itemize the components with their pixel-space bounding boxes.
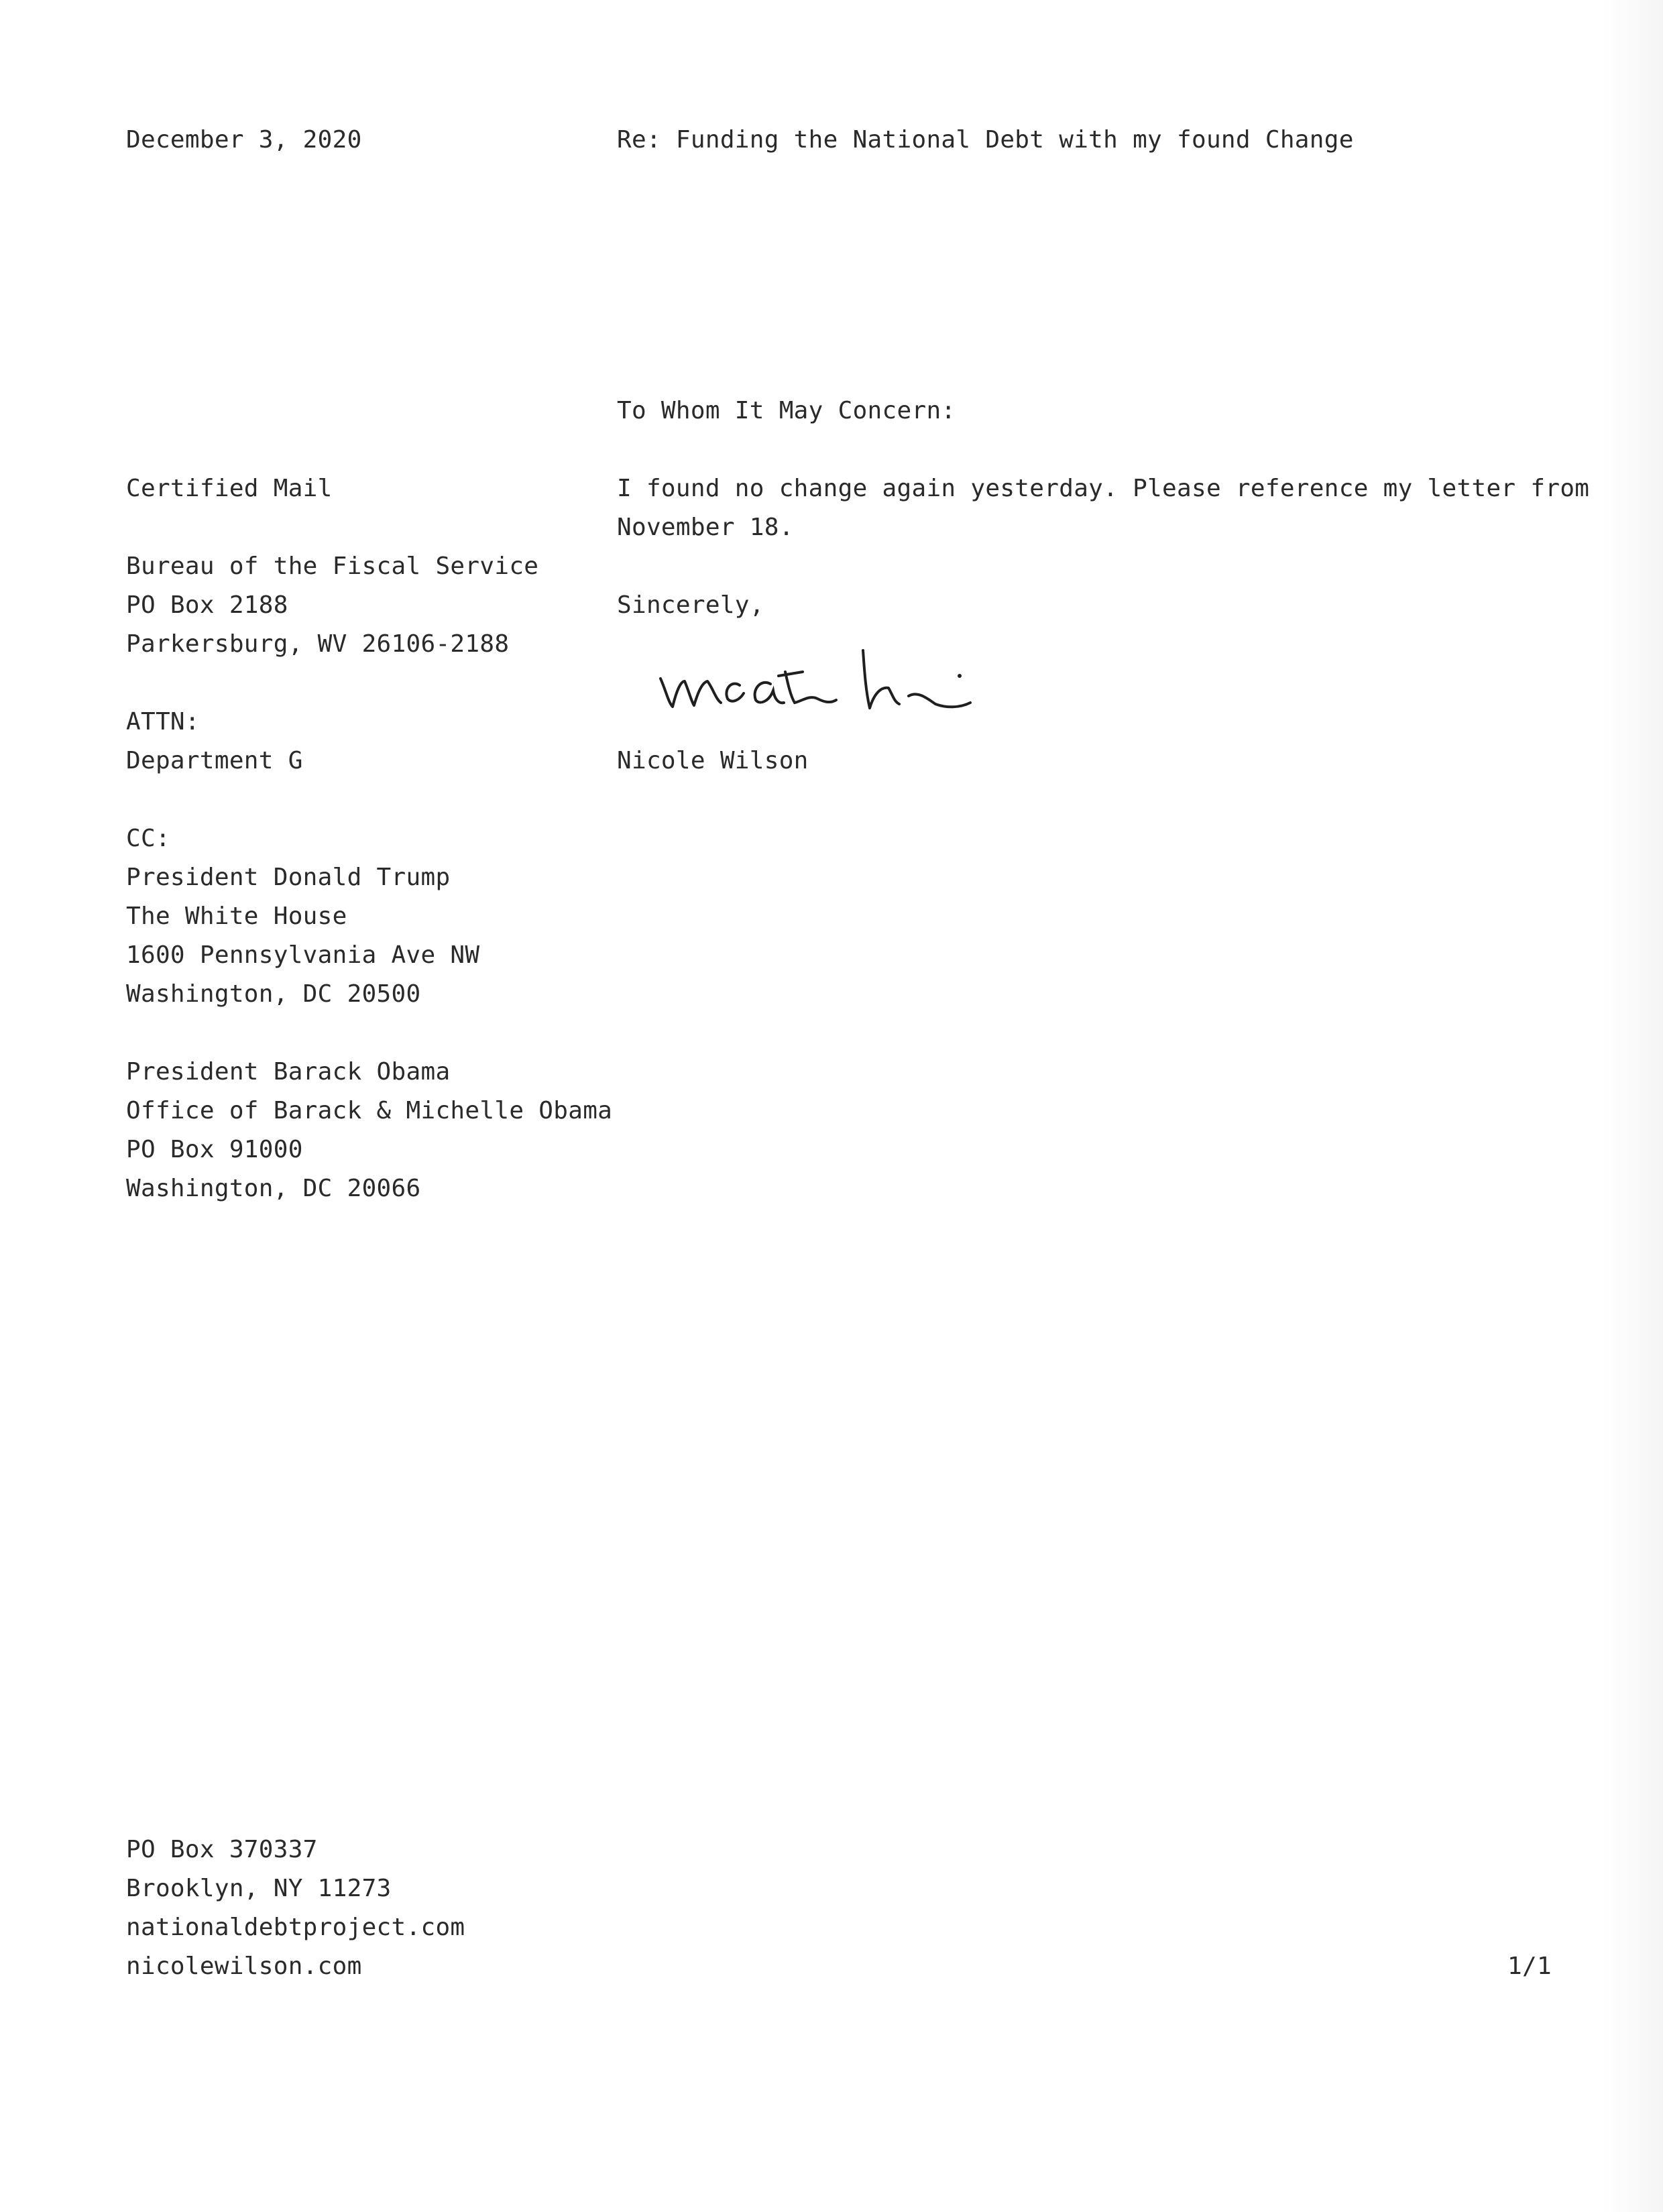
body-line: November 18. — [617, 514, 794, 541]
footer-line: Brooklyn, NY 11273 — [126, 1875, 392, 1902]
scan-shadow — [1603, 0, 1663, 2212]
cc-line: President Barack Obama — [126, 1058, 451, 1086]
signer-name: Nicole Wilson — [617, 747, 809, 774]
footer-website: nicolewilson.com — [126, 1953, 362, 1980]
handwritten-signature — [654, 637, 1016, 724]
closing: Sincerely, — [617, 591, 764, 619]
cc-line: PO Box 91000 — [126, 1136, 303, 1163]
footer-website: nationaldebtproject.com — [126, 1914, 465, 1941]
cc-line: Washington, DC 20066 — [126, 1175, 421, 1202]
recipient-line: Parkersburg, WV 26106-2188 — [126, 630, 510, 658]
recipient-line: PO Box 2188 — [126, 591, 288, 619]
cc-line: The White House — [126, 903, 347, 930]
footer-line: PO Box 370337 — [126, 1836, 318, 1863]
attention-value: Department G — [126, 747, 303, 774]
cc-line: President Donald Trump — [126, 864, 451, 891]
letter-subject: Re: Funding the National Debt with my found Change — [617, 126, 1354, 154]
cc-line: Washington, DC 20500 — [126, 980, 421, 1008]
recipient-line: Bureau of the Fiscal Service — [126, 552, 539, 580]
cc-line: 1600 Pennsylvania Ave NW — [126, 941, 480, 969]
attention-label: ATTN: — [126, 708, 200, 736]
delivery-method: Certified Mail — [126, 475, 333, 502]
letter-date: December 3, 2020 — [126, 126, 362, 154]
cc-line: Office of Barack & Michelle Obama — [126, 1097, 613, 1124]
cc-label: CC: — [126, 825, 170, 852]
page-number: 1/1 — [1507, 1953, 1552, 1980]
salutation: To Whom It May Concern: — [617, 397, 956, 424]
body-line: I found no change again yesterday. Please reference my letter from — [617, 475, 1590, 502]
